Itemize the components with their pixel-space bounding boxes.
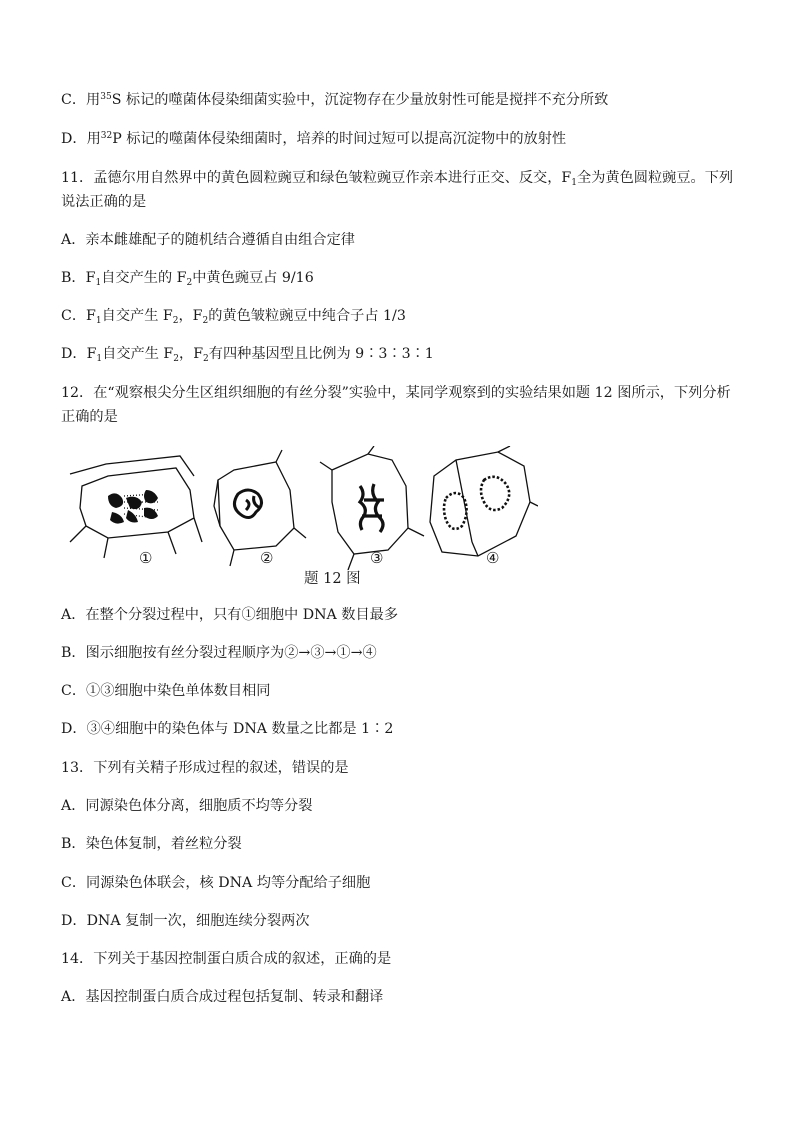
q13-option-b: B．染色体复制，着丝粒分裂	[61, 836, 242, 852]
q14-stem: 14．下列关于基因控制蛋白质合成的叙述，正确的是	[61, 951, 392, 967]
figure-label-2: ②	[260, 549, 274, 567]
q11-stem-line1: 11．孟德尔用自然界中的黄色圆粒豌豆和绿色皱粒豌豆作亲本进行正交、反交，$F_1$全为黄色圆粒豌豆。下列	[61, 170, 734, 188]
q13-option-c: C．同源染色体联会，核 DNA 均等分配给子细胞	[61, 875, 371, 891]
figure-label-3: ③	[370, 549, 384, 567]
q12-option-b: B．图示细胞按有丝分裂过程顺序为②→③→①→④	[61, 645, 377, 661]
q11-stem-line2: 说法正确的是	[61, 194, 147, 210]
figure-label-4: ④	[486, 549, 500, 567]
figure-label-1: ①	[139, 549, 153, 567]
cell-1-drawing	[70, 456, 202, 558]
q11-option-d: D．$F_1$自交产生 $F_2$，$F_2$有四种基因型且比例为 9∶3∶3∶1	[61, 346, 434, 364]
q12-stem-line1: 12．在“观察根尖分生区组织细胞的有丝分裂”实验中，某同学观察到的实验结果如题 12 图所示，下列分析	[61, 385, 731, 401]
q12-option-c: C．①③细胞中染色单体数目相同	[61, 683, 271, 699]
q10-option-d: D．用$^{32}$P 标记的噬菌体侵染细菌时，培养的时间过短可以提高沉淀物中的放射性	[61, 131, 567, 147]
cell-4-drawing	[430, 446, 538, 556]
q10-option-c: C．用$^{35}$S 标记的噬菌体侵染细菌实验中，沉淀物存在少量放射性可能是搅拌不充分所致	[61, 92, 609, 108]
q12-option-a: A．在整个分裂过程中，只有①细胞中 DNA 数目最多	[61, 607, 399, 623]
q12-option-d: D．③④细胞中的染色体与 DNA 数量之比都是 1∶2	[61, 721, 394, 737]
q11-option-a: A．亲本雌雄配子的随机结合遵循自由组合定律	[61, 232, 355, 248]
q13-option-d: D．DNA 复制一次，细胞连续分裂两次	[61, 913, 310, 929]
q11-option-c: C．$F_1$自交产生 $F_2$，$F_2$的黄色皱粒豌豆中纯合子占 1/3	[61, 308, 406, 326]
q12-stem-line2: 正确的是	[61, 409, 118, 425]
q14-option-a: A．基因控制蛋白质合成过程包括复制、转录和翻译	[61, 989, 384, 1005]
figure-caption: 题 12 图	[304, 571, 361, 587]
q13-stem: 13．下列有关精子形成过程的叙述，错误的是	[61, 760, 349, 776]
q13-option-a: A．同源染色体分离，细胞质不均等分裂	[61, 798, 313, 814]
q11-option-b: B．$F_1$自交产生的 $F_2$中黄色豌豆占 9/16	[61, 270, 314, 288]
